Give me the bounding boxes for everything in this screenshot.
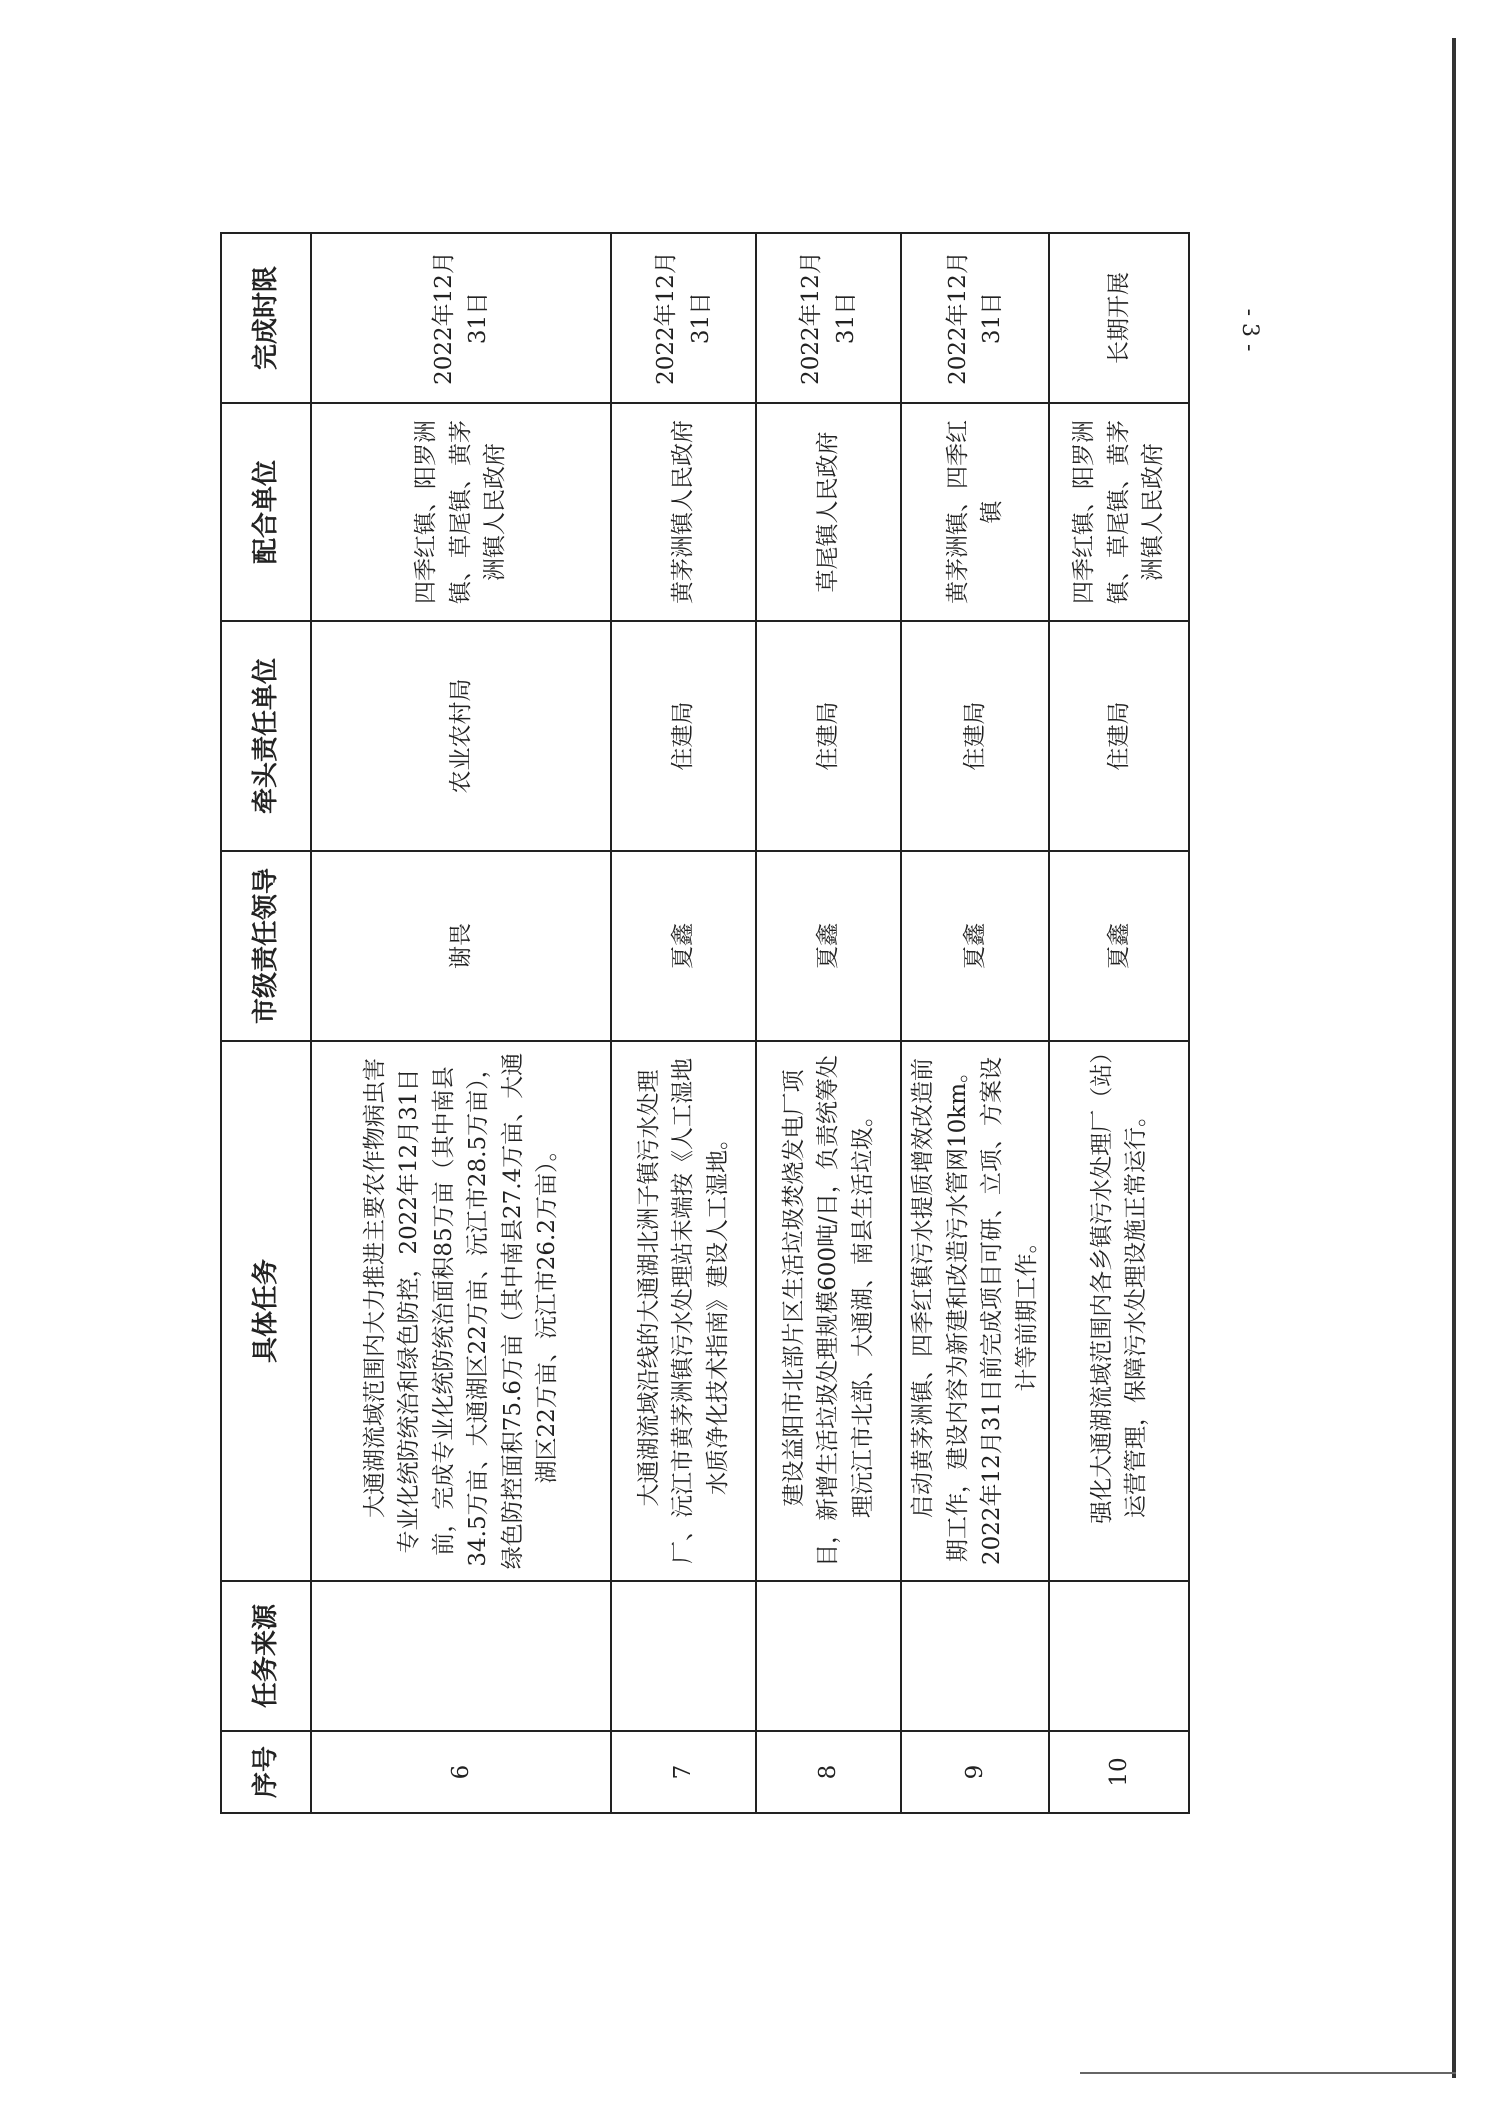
table-row <box>611 233 756 1813</box>
cell-leader: 夏鑫 <box>1049 851 1189 1041</box>
cell-source <box>901 1581 1049 1731</box>
cell-seq: 7 <box>611 1731 756 1813</box>
cell-deadline: 2022年12月31日 <box>756 233 901 403</box>
header-deadline: 完成时限 <box>221 233 311 403</box>
cell-lead-unit: 住建局 <box>756 621 901 851</box>
table-row <box>1049 233 1189 1813</box>
cell-leader: 夏鑫 <box>611 851 756 1041</box>
cell-lead-unit: 住建局 <box>901 621 1049 851</box>
rotated-page <box>220 234 1240 1814</box>
cell-coop-unit: 四季红镇、阳罗洲镇、草尾镇、黄茅洲镇人民政府 <box>311 403 611 621</box>
cell-coop-unit: 四季红镇、阳罗洲镇、草尾镇、黄茅洲镇人民政府 <box>1049 403 1189 621</box>
header-seq: 序号 <box>221 1731 311 1813</box>
cell-seq: 6 <box>311 1731 611 1813</box>
cell-leader: 谢畏 <box>311 851 611 1041</box>
page-number: - 3 - <box>1237 308 1262 352</box>
cell-seq: 8 <box>756 1731 901 1813</box>
cell-source <box>611 1581 756 1731</box>
header-lead-unit: 牵头责任单位 <box>221 621 311 851</box>
cell-source <box>311 1581 611 1731</box>
cell-task: 建设益阳市北部片区生活垃圾焚烧发电厂项目，新增生活垃圾处理规模600吨/日，负责统筹处理沅江市北部、大通湖、南县生活垃圾。 <box>756 1041 901 1581</box>
cell-source <box>756 1581 901 1731</box>
cell-deadline: 2022年12月31日 <box>311 233 611 403</box>
cell-lead-unit: 住建局 <box>611 621 756 851</box>
scan-edge-right <box>1452 38 1456 2078</box>
header-leader: 市级责任领导 <box>221 851 311 1041</box>
cell-seq: 10 <box>1049 1731 1189 1813</box>
cell-task: 启动黄茅洲镇、四季红镇污水提质增效改造前期工作，建设内容为新建和改造污水管网10km。2022年12月31日前完成项目可研、立项、方案设计等前期工作。 <box>901 1041 1049 1581</box>
header-task: 具体任务 <box>221 1041 311 1581</box>
cell-deadline: 2022年12月31日 <box>901 233 1049 403</box>
scan-edge-bottom <box>1080 2072 1456 2074</box>
cell-deadline: 长期开展 <box>1049 233 1189 403</box>
cell-lead-unit: 住建局 <box>1049 621 1189 851</box>
header-source: 任务来源 <box>221 1581 311 1731</box>
cell-deadline: 2022年12月31日 <box>611 233 756 403</box>
cell-lead-unit: 农业农村局 <box>311 621 611 851</box>
cell-seq: 9 <box>901 1731 1049 1813</box>
cell-coop-unit: 草尾镇人民政府 <box>756 403 901 621</box>
cell-task: 大通湖流域沿线的大通湖北洲子镇污水处理厂、沅江市黄茅洲镇污水处理站末端按《人工湿地水质净化技术指南》建设人工湿地。 <box>611 1041 756 1581</box>
task-table <box>220 232 1190 1814</box>
table-row <box>756 233 901 1813</box>
cell-source <box>1049 1581 1189 1731</box>
table-row <box>311 233 611 1813</box>
cell-task: 强化大通湖流域范围内各乡镇污水处理厂（站）运营管理，保障污水处理设施正常运行。 <box>1049 1041 1189 1581</box>
header-coop-unit: 配合单位 <box>221 403 311 621</box>
cell-coop-unit: 黄茅洲镇人民政府 <box>611 403 756 621</box>
cell-leader: 夏鑫 <box>756 851 901 1041</box>
cell-coop-unit: 黄茅洲镇、四季红镇 <box>901 403 1049 621</box>
table-row <box>901 233 1049 1813</box>
cell-leader: 夏鑫 <box>901 851 1049 1041</box>
header-row <box>221 233 311 1813</box>
cell-task: 大通湖流域范围内大力推进主要农作物病虫害专业化统防统治和绿色防控，2022年12月31日前，完成专业化统防统治面积85万亩（其中南县34.5万亩、大通湖区22万亩、沅江市28.5万亩），绿色防控面积75.6万亩（其中南县27.4万亩、大通湖区22万亩、沅江市26.2万亩）。 <box>311 1041 611 1581</box>
